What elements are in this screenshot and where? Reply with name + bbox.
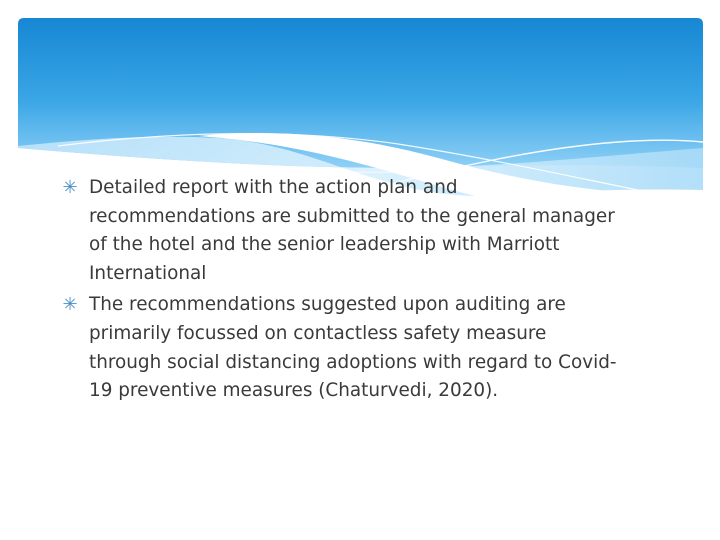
list-item (62, 291, 622, 405)
list-item (62, 174, 622, 288)
bullet-text: The recommendations suggested upon auditing are primarily focussed on contactless safety measure through social distancing adoptions with regard to Covid-19 preventive measures (Chaturvedi, 2020). (89, 294, 617, 402)
bullet-list (62, 174, 622, 409)
asterisk-icon: ✳ (62, 177, 78, 198)
asterisk-icon: ✳ (62, 294, 78, 316)
bullet-text: Detailed report with the action plan and recommendations are submitted to the general manager of the hotel and the senior leadership with Marriott International (89, 177, 615, 284)
